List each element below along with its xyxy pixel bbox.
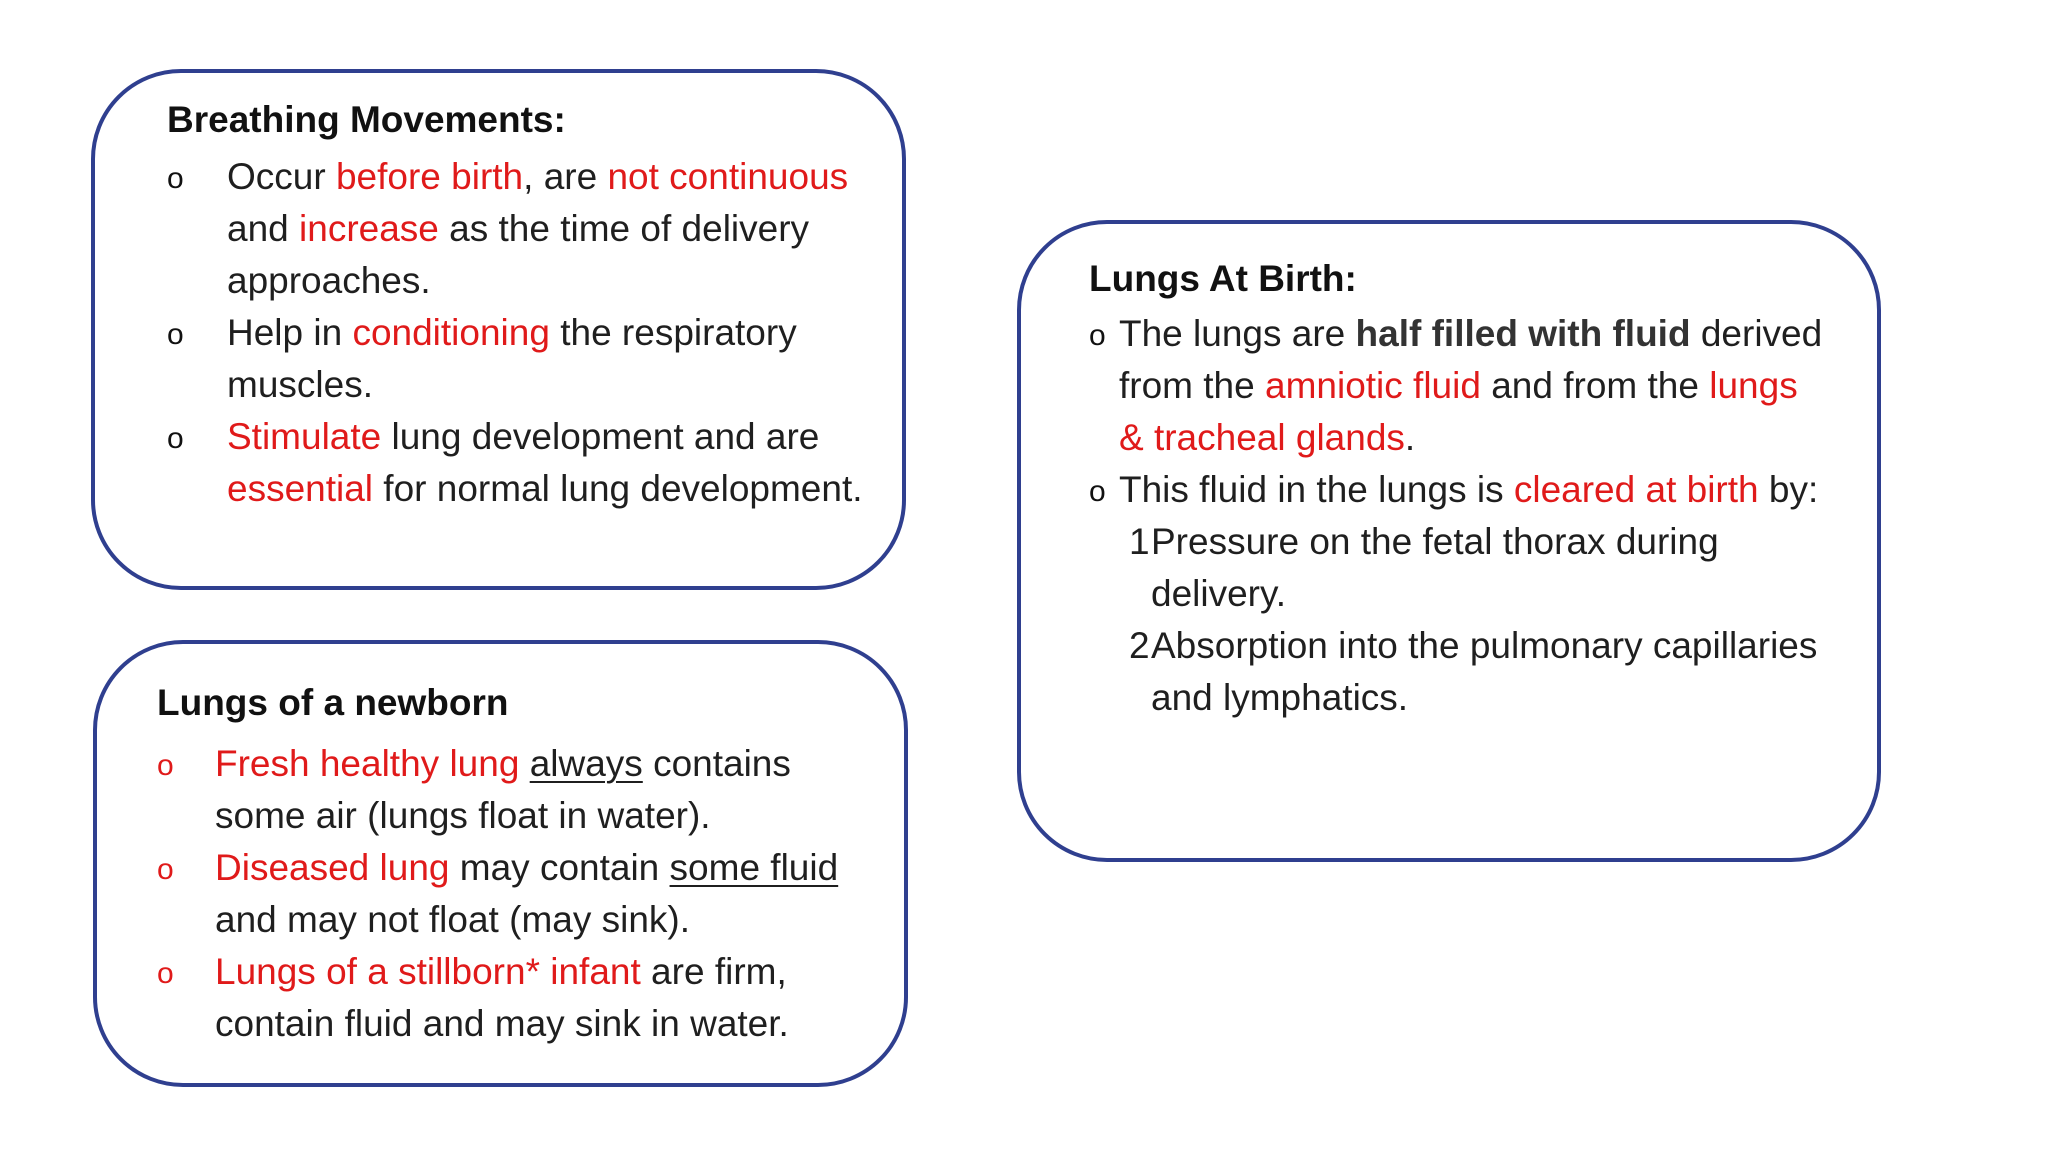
- text-segment: Help in: [227, 312, 353, 353]
- text-segment: as the time of delivery approaches.: [227, 208, 810, 301]
- text-segment: contains some air (lungs float in water).: [215, 743, 791, 836]
- breathing-movements-list: [167, 151, 867, 515]
- bullet-circle-icon: o: [157, 853, 174, 886]
- text-segment: the respiratory muscles.: [227, 312, 797, 405]
- highlighted-text: Lungs of a stillborn* infant: [215, 951, 641, 992]
- list-item: [157, 946, 857, 1050]
- list-item: [157, 738, 857, 842]
- highlighted-text: Diseased lung: [215, 847, 450, 888]
- text-segment: and from the: [1480, 365, 1710, 406]
- highlighted-text: some fluid: [669, 847, 839, 888]
- bullet-circle-icon: o: [167, 318, 184, 351]
- list-item: [167, 307, 867, 411]
- highlighted-text: increase: [299, 208, 439, 249]
- list-item: [167, 151, 867, 307]
- bullet-circle-icon: o: [157, 957, 174, 990]
- list-item: [1089, 308, 1829, 464]
- breathing-movements-card: [91, 69, 906, 590]
- list-item: [167, 411, 867, 515]
- lungs-of-newborn-list: [157, 738, 857, 1050]
- bullet-circle-icon: o: [1089, 319, 1106, 352]
- highlighted-text: essential: [227, 468, 374, 509]
- highlighted-text: always: [529, 743, 643, 784]
- highlighted-text: amniotic fluid: [1265, 365, 1481, 406]
- step-number: 1: [1129, 521, 1150, 562]
- bullet-circle-icon: o: [1089, 475, 1106, 508]
- text-segment: The lungs are: [1119, 313, 1356, 354]
- lungs-of-newborn-title: Lungs of a newborn: [157, 682, 509, 723]
- text-segment: .: [1404, 417, 1416, 458]
- highlighted-text: conditioning: [352, 312, 550, 353]
- highlighted-text: Stimulate: [227, 416, 382, 457]
- lungs-of-newborn-card: [93, 640, 908, 1087]
- highlighted-text: half filled with fluid: [1355, 313, 1691, 354]
- text-segment: and: [227, 208, 300, 249]
- highlighted-text: Fresh healthy lung: [215, 743, 520, 784]
- highlighted-text: before birth: [335, 156, 524, 197]
- highlighted-text: not continuous: [607, 156, 849, 197]
- step-text: Pressure on the fetal thorax during delivery.: [1151, 521, 1719, 614]
- lungs-at-birth-list: [1089, 308, 1829, 724]
- text-segment: and may not float (may sink).: [215, 899, 691, 940]
- text-segment: This fluid in the lungs is: [1119, 469, 1514, 510]
- step-item: [1129, 516, 1829, 620]
- text-segment: by:: [1758, 469, 1819, 510]
- bullet-circle-icon: o: [167, 162, 184, 195]
- list-item: [157, 842, 857, 946]
- text-segment: [519, 743, 529, 784]
- text-segment: for normal lung development.: [373, 468, 863, 509]
- lungs-at-birth-title: Lungs At Birth:: [1089, 258, 1357, 299]
- highlighted-text: lungs & tracheal glands: [1119, 365, 1798, 458]
- step-number: 2: [1129, 625, 1150, 666]
- bullet-circle-icon: o: [157, 749, 174, 782]
- list-item: [1089, 464, 1829, 724]
- step-text: Absorption into the pulmonary capillaries and lymphatics.: [1151, 625, 1818, 718]
- text-segment: lung development and are: [381, 416, 820, 457]
- bullet-circle-icon: o: [167, 422, 184, 455]
- lungs-at-birth-card: [1017, 220, 1881, 862]
- text-segment: derived from the: [1119, 313, 1823, 406]
- steps-list: [1119, 516, 1829, 724]
- breathing-movements-title: Breathing Movements:: [167, 99, 566, 140]
- highlighted-text: cleared at birth: [1513, 469, 1759, 510]
- text-segment: Occur: [227, 156, 336, 197]
- step-item: [1129, 620, 1829, 724]
- text-segment: are firm, contain fluid and may sink in water.: [215, 951, 789, 1044]
- text-segment: may contain: [449, 847, 670, 888]
- text-segment: , are: [523, 156, 608, 197]
